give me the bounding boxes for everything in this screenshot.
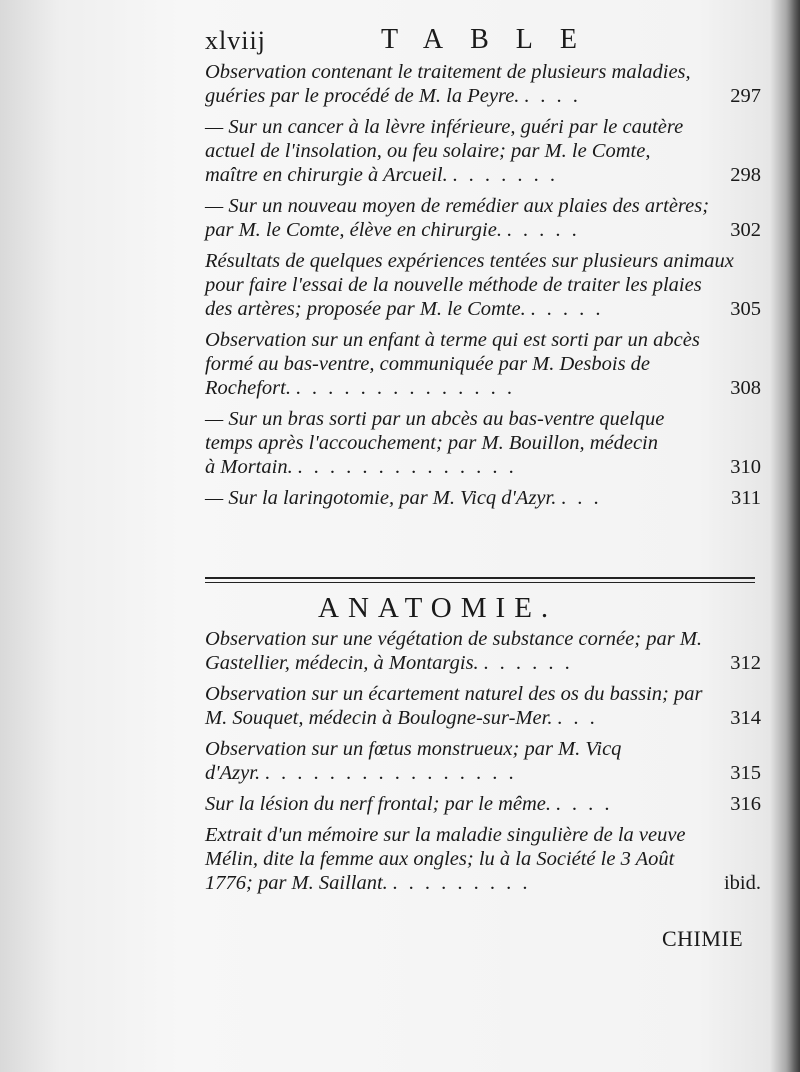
page-reference: 315 (730, 762, 761, 784)
page-header (205, 22, 765, 58)
toc-entry-line (205, 706, 761, 730)
toc-entry-line: Observation contenant le traitement de plusieurs maladies, (205, 61, 691, 83)
toc-entry (205, 249, 765, 321)
dot-leader: . . . . . . (483, 652, 574, 674)
toc-entry-line (205, 651, 761, 675)
dot-leader: . . . . (524, 85, 582, 107)
toc-entry (205, 737, 765, 785)
toc-entry-line (205, 761, 761, 785)
toc-entry-line: actuel de l'insolation, ou feu solaire; par M. le Comte, (205, 140, 651, 162)
toc-entry-text: par M. le Comte, élève en chirurgie. (205, 219, 502, 241)
toc-entry-line: Résultats de quelques expériences tentées sur plusieurs animaux (205, 250, 734, 272)
toc-entry (205, 792, 765, 816)
catchword: CHIMIE (662, 926, 744, 951)
table-of-contents-medicine (205, 60, 765, 517)
table-of-contents-anatomy (205, 627, 765, 902)
toc-entry-line: Observation sur un fœtus monstrueux; par M. Vicq (205, 738, 622, 760)
running-title: TABLE (381, 24, 604, 55)
toc-entry-line (205, 163, 761, 187)
toc-entry-line (205, 376, 761, 400)
section-title: ANATOMIE. (318, 592, 558, 624)
toc-entry-text: M. Souquet, médecin à Boulogne-sur-Mer. (205, 707, 553, 729)
dot-leader: . . . (561, 487, 603, 509)
toc-entry (205, 194, 765, 242)
toc-entry-text: — Sur la laringotomie, par M. Vicq d'Azyr. (205, 487, 557, 509)
dot-leader: . . . . . (530, 298, 604, 320)
toc-entry (205, 682, 765, 730)
toc-entry-text: 1776; par M. Saillant. (205, 872, 388, 894)
dot-leader: . . . . . . . . . . . . . . (297, 456, 518, 478)
page-reference: 312 (730, 652, 761, 674)
dot-leader: . . . . (556, 793, 613, 815)
toc-entry-text: maître en chirurgie à Arcueil. (205, 164, 448, 186)
page-reference: 316 (730, 793, 761, 815)
page-reference: 310 (730, 456, 761, 478)
toc-entry-line (205, 486, 761, 510)
page-reference: 298 (730, 164, 761, 186)
dot-leader: . . . . . . . . . . . . . . . . (265, 762, 518, 784)
toc-entry-line: Observation sur un écartement naturel des os du bassin; par (205, 683, 703, 705)
toc-entry (205, 60, 765, 108)
toc-entry-line (205, 455, 761, 479)
toc-entry-text: guéries par le procédé de M. la Peyre. (205, 85, 520, 107)
page-reference: 305 (730, 298, 761, 320)
page-reference: 314 (730, 707, 761, 729)
page-gutter-shadow (786, 0, 800, 1072)
page-reference: 311 (731, 487, 761, 509)
toc-entry-line: — Sur un nouveau moyen de remédier aux plaies des artères; (205, 195, 710, 217)
page-reference: ibid. (723, 872, 761, 894)
toc-entry-text: d'Azyr. (205, 762, 261, 784)
toc-entry-text: Gastellier, médecin, à Montargis. (205, 652, 479, 674)
toc-entry-line: temps après l'accouchement; par M. Bouillon, médecin (205, 432, 658, 454)
toc-entry (205, 823, 765, 895)
toc-entry-line (205, 871, 761, 895)
toc-entry (205, 407, 765, 479)
toc-entry-line: — Sur un bras sorti par un abcès au bas-ventre quelque (205, 408, 665, 430)
toc-entry-line: — Sur un cancer à la lèvre inférieure, guéri par le cautère (205, 116, 684, 138)
toc-entry-line: Observation sur une végétation de substance cornée; par M. (205, 628, 703, 650)
toc-entry-text: des artères; proposée par M. le Comte. (205, 298, 526, 320)
toc-entry (205, 627, 765, 675)
section-divider-rule-thin (205, 582, 755, 583)
page-reference: 308 (730, 377, 761, 399)
page-reference: 302 (730, 219, 761, 241)
toc-entry-line: pour faire l'essai de la nouvelle méthode de traiter les plaies (205, 274, 702, 296)
dot-leader: . . . . . (507, 219, 581, 241)
toc-entry-line: Mélin, dite la femme aux ongles; lu à la Société le 3 Août (205, 848, 675, 870)
toc-entry-line: formé au bas-ventre, communiquée par M. Desbois de (205, 353, 651, 375)
toc-entry-text: à Mortain. (205, 456, 293, 478)
toc-entry (205, 486, 765, 510)
toc-entry-line: Observation sur un enfant à terme qui est sorti par un abcès (205, 329, 700, 351)
toc-entry-text: Sur la lésion du nerf frontal; par le même. (205, 793, 551, 815)
section-divider-rule (205, 577, 755, 579)
toc-entry-line (205, 84, 761, 108)
toc-entry-text: Rochefort. (205, 377, 291, 399)
toc-entry-line (205, 218, 761, 242)
toc-entry (205, 115, 765, 187)
dot-leader: . . . (557, 707, 599, 729)
dot-leader: . . . . . . . (452, 164, 559, 186)
page-reference: 297 (730, 85, 761, 107)
toc-entry (205, 328, 765, 400)
toc-entry-line: Extrait d'un mémoire sur la maladie singulière de la veuve (205, 824, 686, 846)
page-number: xlviij (205, 26, 266, 55)
toc-entry-line (205, 297, 761, 321)
dot-leader: . . . . . . . . . (392, 872, 532, 894)
dot-leader: . . . . . . . . . . . . . . (296, 377, 516, 399)
toc-entry-line (205, 792, 761, 816)
